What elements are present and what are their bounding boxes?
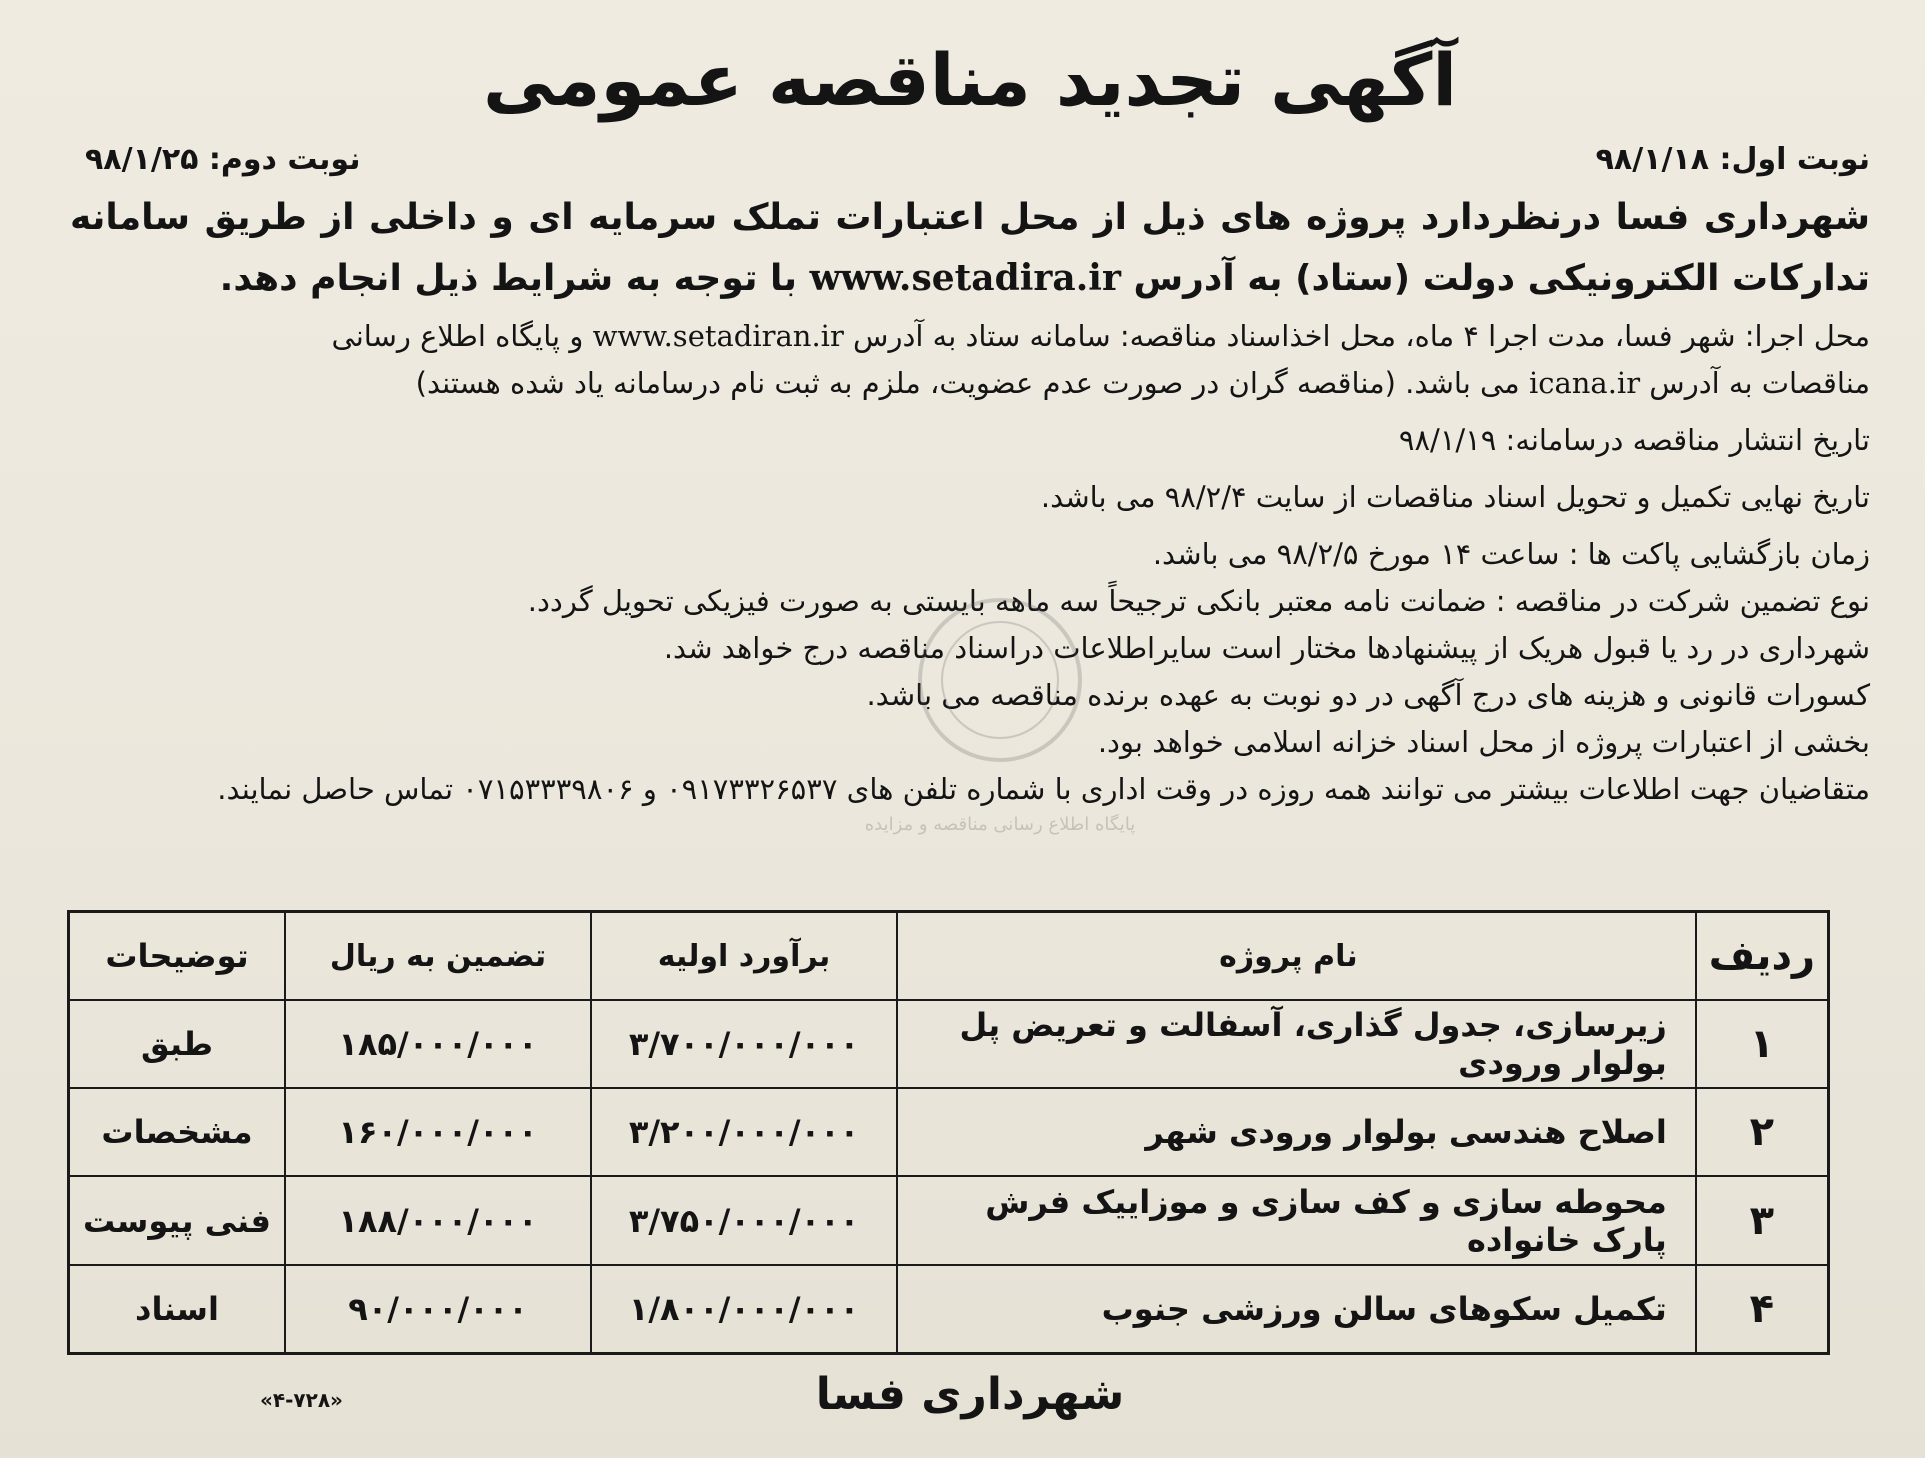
intro-text-2: با توجه به شرایط ذیل انجام دهد.	[219, 258, 798, 299]
condition-location-text: محل اجرا: شهر فسا، مدت اجرا ۴ ماه، محل اخذاسناد مناقصه: سامانه ستاد به آدرس	[853, 319, 1870, 353]
row-number: ۳	[1696, 1176, 1829, 1264]
project-name: اصلاح هندسی بولوار ورودی شهر	[897, 1088, 1696, 1176]
intro-text-1: شهرداری فسا درنظردارد پروژه های ذیل از محل اعتبارات تملک سرمایه ای و داخلی از طریق سامانه تدارکات الکترونیکی دولت (ستاد) به آدرس	[70, 197, 1870, 299]
header-guarantee: تضمین به ریال	[285, 912, 591, 1001]
project-estimate: ۱/۸۰۰/۰۰۰/۰۰۰	[591, 1265, 897, 1354]
header-notes: توضیحات	[69, 912, 286, 1001]
condition-contact: متقاضیان جهت اطلاعات بیشتر می توانند همه روزه در وقت اداری با شماره تلفن های ۰۹۱۷۳۳۲۶۵۳۷ و ۰۷۱۵۳۳۳۹۸۰۶ تماس حاصل نمایند.	[217, 772, 1870, 806]
project-guarantee: ۱۸۸/۰۰۰/۰۰۰	[285, 1176, 591, 1264]
second-round: نوبت دوم: ۹۸/۱/۲۵	[85, 142, 361, 177]
table-header-row	[69, 912, 1829, 1001]
project-estimate: ۳/۷۵۰/۰۰۰/۰۰۰	[591, 1176, 897, 1264]
condition-treasury: بخشی از اعتبارات پروژه از محل اسناد خزانه اسلامی خواهد بود.	[1097, 725, 1870, 759]
notes-line-3: فنی پیوست	[69, 1176, 286, 1264]
tender-advertisement	[70, 10, 1870, 1445]
condition-costs: کسورات قانونی و هزینه های درج آگهی در دو نوبت به عهده برنده مناقصه می باشد.	[866, 678, 1870, 712]
notes-line-1: طبق	[69, 1000, 286, 1088]
stamp-text: پایگاه اطلاع رسانی مناقصه و مزایده	[864, 814, 1136, 835]
condition-rights: شهرداری در رد یا قبول هریک از پیشنهادها مختار است سایراطلاعات دراسناد مناقصه درج خواهد شد.	[663, 631, 1870, 665]
municipality-signature: شهرداری فسا	[815, 1369, 1125, 1420]
project-guarantee: ۱۶۰/۰۰۰/۰۰۰	[285, 1088, 591, 1176]
condition-publish-date: تاریخ انتشار مناقصه درسامانه: ۹۸/۱/۱۹	[1398, 423, 1870, 457]
table-row	[69, 1265, 1829, 1354]
condition-location-text-2: و پایگاه اطلاع رسانی	[331, 319, 584, 353]
row-number: ۱	[1696, 1000, 1829, 1088]
project-name: تکمیل سکوهای سالن ورزشی جنوب	[897, 1265, 1696, 1354]
header-row-number: ردیف	[1696, 912, 1829, 1001]
project-estimate: ۳/۲۰۰/۰۰۰/۰۰۰	[591, 1088, 897, 1176]
project-name: زیرسازی، جدول گذاری، آسفالت و تعریض پل بولوار ورودی	[897, 1000, 1696, 1088]
table-row	[69, 1088, 1829, 1176]
table-row	[69, 1000, 1829, 1088]
condition-portal-text: مناقصات به آدرس	[1649, 366, 1870, 400]
row-number: ۴	[1696, 1265, 1829, 1354]
header-estimate: برآورد اولیه	[591, 912, 897, 1001]
watermark-stamp	[810, 560, 1190, 860]
notes-line-4: اسناد	[69, 1265, 286, 1354]
projects-table	[67, 910, 1830, 1355]
icana-url: icana.ir	[1528, 366, 1641, 400]
condition-guarantee: نوع تضمین شرکت در مناقصه : ضمانت نامه معتبر بانکی ترجیحاً سه ماهه بایستی به صورت فیزیکی تحویل گردد.	[527, 584, 1870, 618]
project-estimate: ۳/۷۰۰/۰۰۰/۰۰۰	[591, 1000, 897, 1088]
condition-opening-time: زمان بازگشایی پاکت ها : ساعت ۱۴ مورخ ۹۸/۲/۵ می باشد.	[1152, 537, 1870, 571]
first-round: نوبت اول: ۹۸/۱/۱۸	[1595, 142, 1870, 177]
setadiran-url: www.setadiran.ir	[592, 319, 844, 353]
project-guarantee: ۹۰/۰۰۰/۰۰۰	[285, 1265, 591, 1354]
header-project-name: نام پروژه	[897, 912, 1696, 1001]
intro-paragraph	[70, 188, 1870, 309]
project-guarantee: ۱۸۵/۰۰۰/۰۰۰	[285, 1000, 591, 1088]
condition-portal-text-2: می باشد. (مناقصه گران در صورت عدم عضویت، ملزم به ثبت نام درسامانه یاد شده هستند)	[415, 366, 1520, 400]
ad-code: «۴-۷۲۸»	[260, 1388, 343, 1412]
publication-rounds	[70, 138, 1870, 182]
project-name: محوطه سازی و کف سازی و موزاییک فرش پارک خانواده	[897, 1176, 1696, 1264]
notes-line-2: مشخصات	[69, 1088, 286, 1176]
condition-location	[70, 315, 1870, 358]
row-number: ۲	[1696, 1088, 1829, 1176]
condition-portal	[70, 362, 1870, 405]
projects-table-wrapper	[67, 910, 1830, 1355]
ad-title: آگهی تجدید مناقصه عمومی	[482, 38, 1458, 122]
condition-deadline: تاریخ نهایی تکمیل و تحویل اسناد مناقصات از سایت ۹۸/۲/۴ می باشد.	[1040, 480, 1870, 514]
setad-url: www.setadira.ir	[809, 257, 1121, 299]
table-row	[69, 1176, 1829, 1264]
